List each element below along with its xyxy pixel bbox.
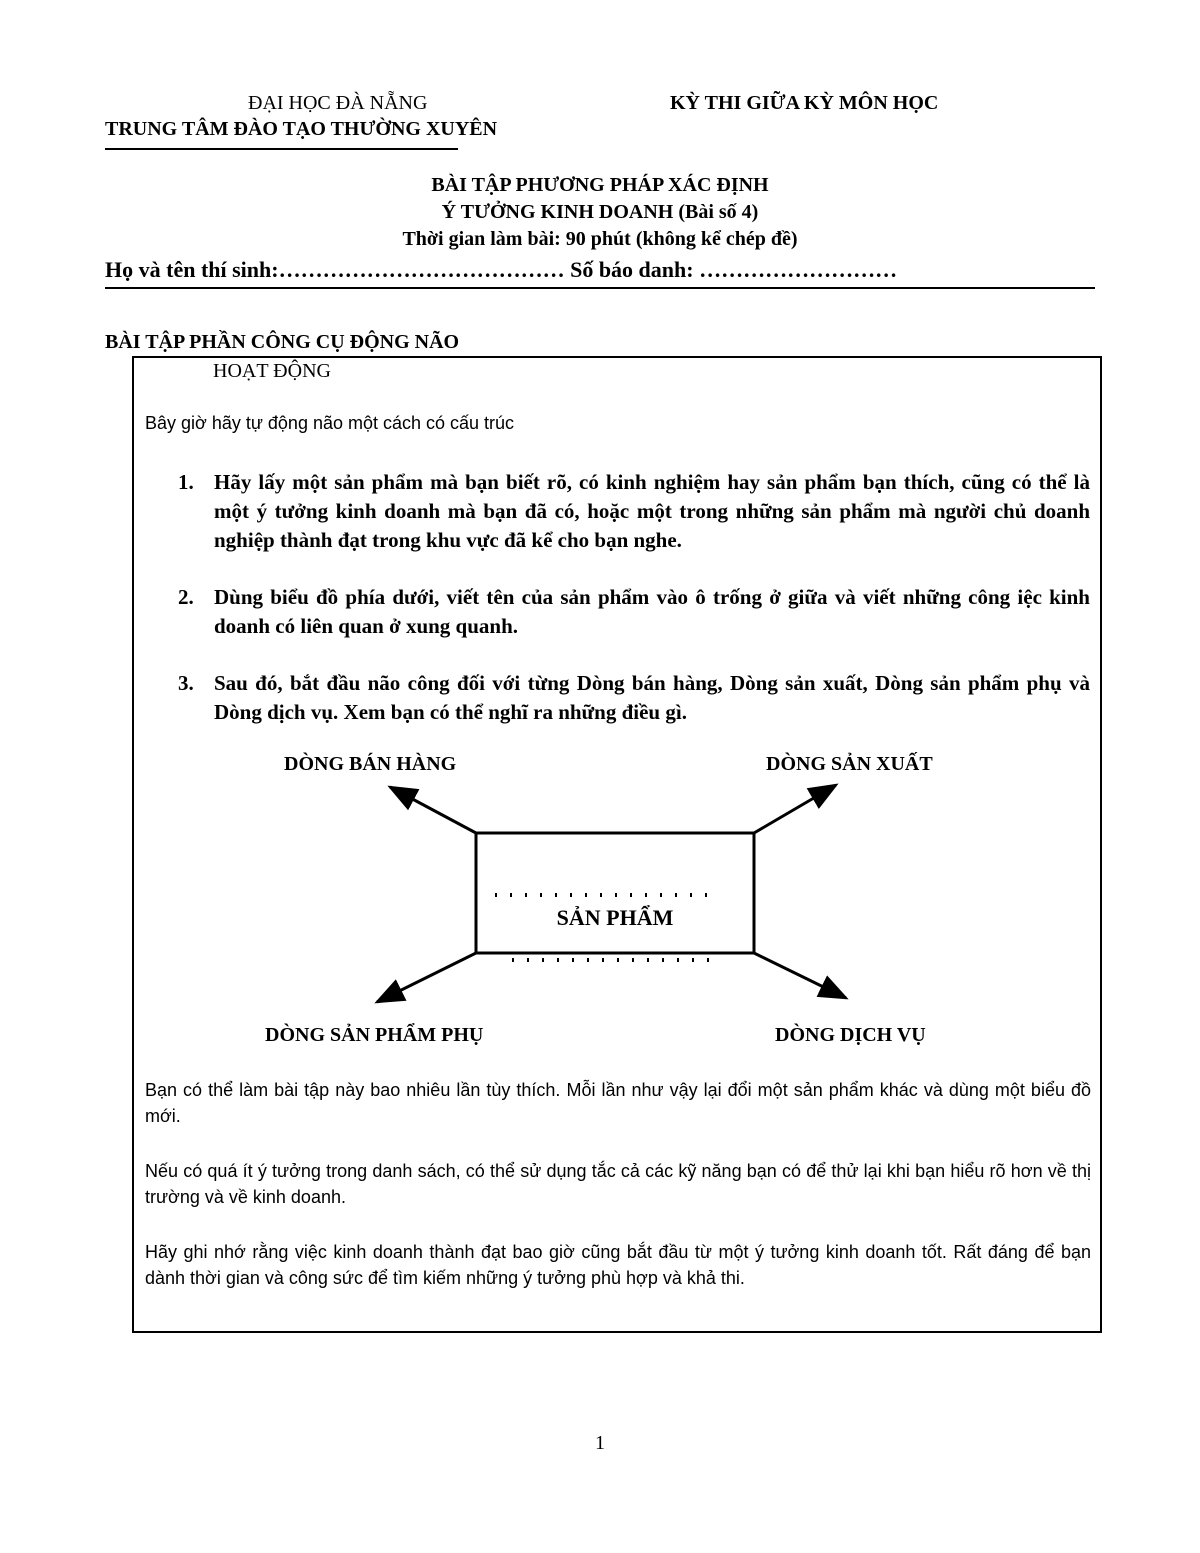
page-number: 1 [595, 1432, 605, 1454]
student-info-line: Họ và tên thí sinh:………………………………… Số báo danh: ……………………… [105, 257, 898, 282]
doc-title-line-2: Ý TƯỞNG KINH DOANH (Bài số 4) [441, 201, 759, 223]
university-name: ĐẠI HỌC ĐÀ NẴNG [248, 92, 428, 114]
label-service-line: DÒNG DỊCH VỤ [775, 1024, 926, 1046]
label-production-line: DÒNG SẢN XUẤT [766, 753, 933, 775]
list-item-number: 3. [178, 671, 194, 695]
list-item-text: Hãy lấy một sản phẩm mà bạn biết rõ, có kinh nghiệm hay sản phẩm bạn thích, cũng có thể là một ý tưởng kinh doanh mà bạn đã có, hoặc một trong những sản phẩm mà người chủ doanh nghiệp thành đạt trong khu vực đã kể cho bạn nghe. [214, 470, 1090, 552]
product-label: SẢN PHẨM [556, 905, 674, 930]
list-item-text: Dùng biểu đồ phía dưới, viết tên của sản phẩm vào ô trống ở giữa và viết những công iệc kinh doanh có liên quan ở xung quanh. [214, 585, 1090, 638]
intro-text: Bây giờ hãy tự động não một cách có cấu trúc [145, 413, 515, 433]
label-sales-line: DÒNG BÁN HÀNG [284, 753, 457, 775]
closing-paragraph-1: Bạn có thể làm bài tập này bao nhiêu lần tùy thích. Mỗi lần như vậy lại đổi một sản phẩm khác và dùng một biểu đồ mới. [145, 1080, 1091, 1126]
list-item-number: 1. [178, 470, 194, 494]
activity-heading: HOẠT ĐỘNG [213, 360, 331, 382]
time-allowed: Thời gian làm bài: 90 phút (không kể chép đề) [402, 228, 798, 250]
closing-paragraph-3: Hãy ghi nhớ rằng việc kinh doanh thành đạt bao giờ cũng bắt đầu từ một ý tưởng kinh doanh tốt. Rất đáng để bạn dành thời gian và công sức để tìm kiếm những ý tưởng phù hợp và khả thi. [145, 1242, 1091, 1288]
list-item-number: 2. [178, 585, 194, 609]
arrow-service [754, 953, 846, 998]
exam-title: KỲ THI GIỮA KỲ MÔN HỌC [670, 92, 939, 114]
closing-paragraph-2: Nếu có quá ít ý tưởng trong danh sách, có thể sử dụng tắc cả các kỹ năng bạn có để thử lại khi bạn hiểu rõ hơn về thị trường và về kinh doanh. [145, 1161, 1091, 1207]
arrow-production [754, 785, 836, 833]
label-byproduct-line: DÒNG SẢN PHẨM PHỤ [265, 1024, 484, 1046]
arrow-byproduct [377, 953, 476, 1002]
section-heading: BÀI TẬP PHẦN CÔNG CỤ ĐỘNG NÃO [105, 331, 460, 353]
center-name: TRUNG TÂM ĐÀO TẠO THƯỜNG XUYÊN [105, 118, 498, 140]
arrow-sales [390, 787, 476, 833]
list-item-text: Sau đó, bắt đầu não công đối với từng Dòng bán hàng, Dòng sản xuất, Dòng sản phẩm phụ và Dòng dịch vụ. Xem bạn có thể nghĩ ra những điều gì. [214, 671, 1090, 724]
doc-title-line-1: BÀI TẬP PHƯƠNG PHÁP XÁC ĐỊNH [431, 174, 769, 196]
